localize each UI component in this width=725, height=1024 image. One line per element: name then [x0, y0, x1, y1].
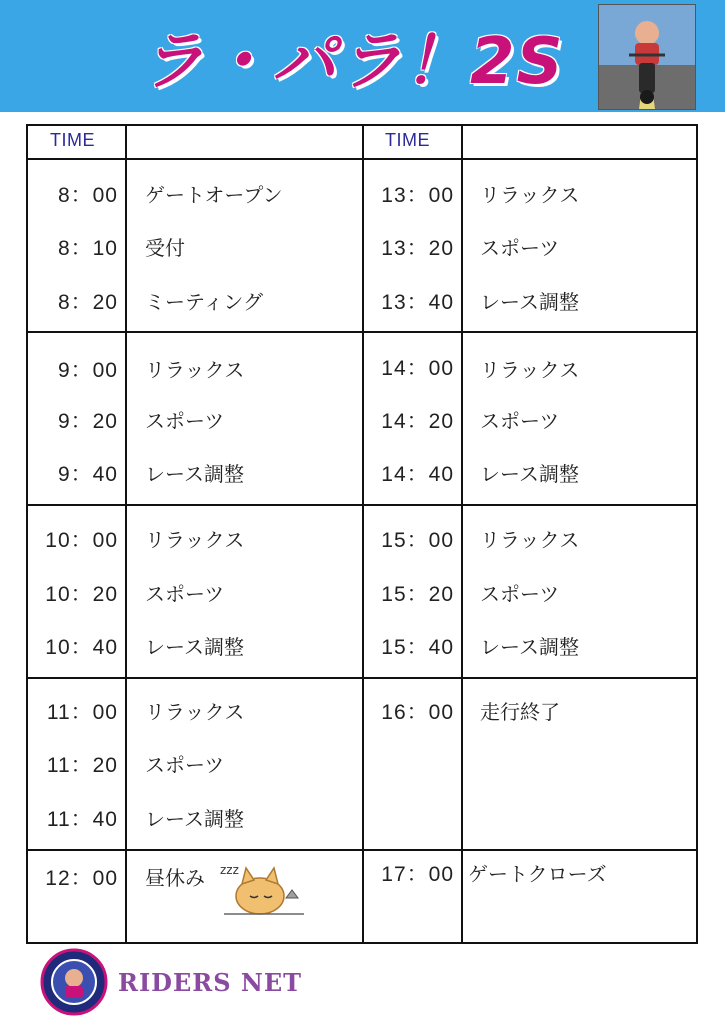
schedule-time: 9：40 [57, 463, 118, 486]
row-divider [26, 158, 698, 160]
schedule-activity: 受付 [145, 236, 185, 260]
schedule-activity: リラックス [145, 528, 245, 552]
time-column-header: TIME [50, 130, 95, 150]
schedule-time: 13：40 [381, 291, 454, 314]
schedule-time: 8：20 [57, 291, 118, 314]
schedule-activity: リラックス [145, 700, 245, 724]
schedule-time: 17：00 [381, 863, 454, 886]
schedule-time: 16：00 [381, 701, 454, 724]
schedule-activity: スポーツ [145, 409, 225, 433]
schedule-time: 11：00 [46, 701, 118, 724]
schedule-time: 8：10 [57, 237, 118, 260]
row-divider [26, 504, 698, 506]
schedule-activity: 昼休み [145, 866, 205, 890]
schedule-activity: スポーツ [480, 236, 560, 260]
schedule-time: 14：20 [381, 410, 454, 433]
schedule-activity: レース調整 [145, 635, 244, 659]
schedule-time: 11：40 [46, 808, 118, 831]
schedule-activity: レース調整 [480, 290, 579, 314]
row-divider [26, 331, 698, 333]
sleep-zzz: zzz [220, 863, 239, 877]
motorcycle-rider-photo [598, 4, 696, 110]
schedule-time: 10：40 [45, 636, 118, 659]
header-banner [0, 0, 725, 112]
schedule-time: 15：20 [381, 583, 454, 606]
brand-name: RIDERS NET [118, 968, 302, 997]
page-title: ラ・パラ！2S [140, 25, 565, 99]
schedule-activity: レース調整 [145, 462, 244, 486]
schedule-activity: レース調整 [480, 635, 579, 659]
schedule-activity: 走行終了 [480, 700, 560, 724]
time-column-header: TIME [385, 130, 430, 150]
sleeping-cat-icon [220, 858, 306, 922]
schedule-time: 10：00 [45, 529, 118, 552]
col-divider [461, 124, 463, 944]
row-divider [26, 849, 698, 851]
schedule-time: 9：20 [57, 410, 118, 433]
schedule-activity: スポーツ [480, 582, 560, 606]
schedule-time: 14：00 [381, 357, 454, 380]
schedule-activity: レース調整 [480, 462, 579, 486]
row-divider [26, 677, 698, 679]
schedule-activity: リラックス [480, 528, 580, 552]
schedule-time: 13：20 [381, 237, 454, 260]
schedule-activity: スポーツ [145, 753, 225, 777]
schedule-activity: ミーティング [145, 290, 263, 314]
schedule-time: 8：00 [57, 184, 118, 207]
schedule-activity: スポーツ [145, 582, 225, 606]
schedule-activity: ゲートクローズ [468, 862, 607, 886]
schedule-time: 9：00 [57, 359, 118, 382]
schedule-time: 12：00 [45, 867, 118, 890]
riders-net-emblem [40, 948, 108, 1016]
motorcycle-rider-icon [599, 5, 695, 109]
schedule-time: 10：20 [45, 583, 118, 606]
schedule-time: 15：00 [381, 529, 454, 552]
schedule-time: 11：20 [46, 754, 118, 777]
col-divider [125, 124, 127, 944]
schedule-time: 14：40 [381, 463, 454, 486]
schedule-activity: ゲートオープン [145, 183, 283, 207]
schedule-activity: スポーツ [480, 409, 560, 433]
schedule-time: 13：00 [381, 184, 454, 207]
schedule-activity: リラックス [480, 358, 580, 382]
schedule-activity: リラックス [145, 358, 245, 382]
schedule-activity: レース調整 [145, 807, 244, 831]
schedule-activity: リラックス [480, 183, 580, 207]
schedule-time: 15：40 [381, 636, 454, 659]
